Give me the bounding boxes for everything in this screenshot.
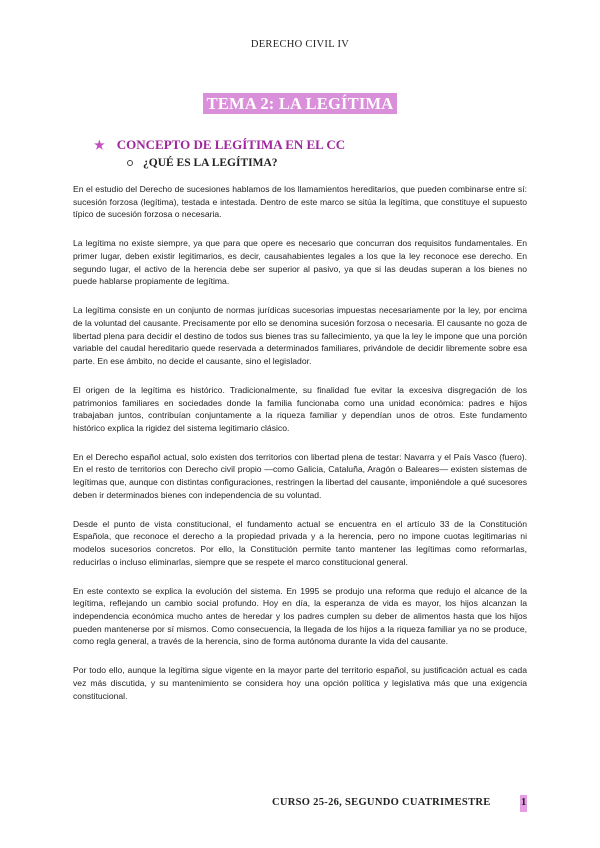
subsection-heading — [127, 157, 278, 169]
paragraph: El origen de la legítima es histórico. Tradicionalmente, su finalidad fue evitar la excesiva disgregación de los patrimonios familiares en sociedades donde la familia funcionaba como una unidad económica: padres e hijos trabajaban juntos, contribuían conjuntamente a la riqueza familiar y dependían unos de otros. Este fundamento histórico explica la rigidez del sistema legitimario clásico. — [73, 384, 527, 433]
page-title: TEMA 2: LA LEGÍTIMA — [203, 93, 398, 114]
paragraph: Por todo ello, aunque la legítima sigue vigente en la mayor parte del territorio español, su justificación actual es cada vez más discutida, y su mantenimiento se considera hoy una opción política y legislativa más que una exigencia constitucional. — [73, 665, 527, 701]
star-icon: ★ — [94, 137, 105, 152]
page-header: DERECHO CIVIL IV — [250, 39, 350, 50]
section-heading-label: CONCEPTO DE LEGÍTIMA EN EL CC — [116, 137, 346, 152]
footer-course: CURSO 25-26, SEGUNDO CUATRIMESTRE — [272, 797, 491, 808]
paragraph: En este contexto se explica la evolución del sistema. En 1995 se produjo una reforma que redujo el alcance de la legítima, reflejando un cambio social profundo. Hoy en día, la esperanza de vida es mayor, los hijos alcanzan la independencia económica mucho antes de heredar y los padres cumplen su deber de alimentos hasta que los hijos pueden mantenerse por sí mismos. Como consecuencia, la llegada de los hijos a la riqueza familiar ya no se produce, como regla general, a través de la herencia, sino de forma autónoma durante la vida del causante. — [73, 585, 527, 647]
paragraph: Desde el punto de vista constitucional, el fundamento actual se encuentra en el artículo 33 de la Constitución Española, que reconoce el derecho a la propiedad privada y a la herencia, pero no impone cuotas legitimarias ni modelos sucesorios concretos. Por ello, la Constitución permite tanto mantener las legítimas como reformarlas, reducirlas o incluso eliminarlas, siempre que se respete el marco constitucional general. — [73, 518, 527, 567]
page-number: 1 — [521, 797, 527, 808]
paragraph: En el estudio del Derecho de sucesiones hablamos de los llamamientos hereditarios, que pueden combinarse entre sí: sucesión forzosa (legítima), testada e intestada. Dentro de este marco se sitúa la legítima, que constituye el supuesto típico de sucesión forzosa o necesaria. — [73, 184, 527, 220]
paragraph: La legítima consiste en un conjunto de normas jurídicas sucesorias impuestas necesariamente por la ley, por encima de la voluntad del causante. Precisamente por ello se denomina sucesión forzosa o necesaria. El causante no goza de libertad plena para decidir el destino de todos sus bienes tras su fallecimiento, ya que la ley le impone que una porción variable del caudal hereditario quede reservada a determinados familiares, privándole de decidir libremente sobre esa parte. En ese ámbito, no decide el causante, sino el legislador. — [73, 305, 527, 366]
subsection-heading-label: ¿QUÉ ES LA LEGÍTIMA? — [143, 157, 278, 169]
title-container — [0, 93, 600, 114]
paragraph: La legítima no existe siempre, ya que para que opere es necesario que concurran dos requisitos fundamentales. En primer lugar, deben existir legitimarios, es decir, causahabientes legales a los que la ley reconoce ese derecho. En segundo lugar, el activo de la herencia debe ser superior al pasivo, ya que si las deudas superan a los bienes no puede hablarse propiamente de legítima. — [73, 238, 527, 287]
section-heading — [94, 137, 345, 153]
body-text — [73, 183, 527, 719]
paragraph: En el Derecho español actual, solo existen dos territorios con libertad plena de testar: Navarra y el País Vasco (fuero). En el resto de territorios con Derecho civil propio —como Galicia, Cataluña, Aragón o Baleares— existen sistemas de legítimas que, aunque con distintas configuraciones, restringen la libertad del causante, imponiéndole a qué sucesores deben ir determinados bienes con independencia de su voluntad. — [73, 451, 527, 500]
circle-bullet-icon — [127, 160, 133, 166]
